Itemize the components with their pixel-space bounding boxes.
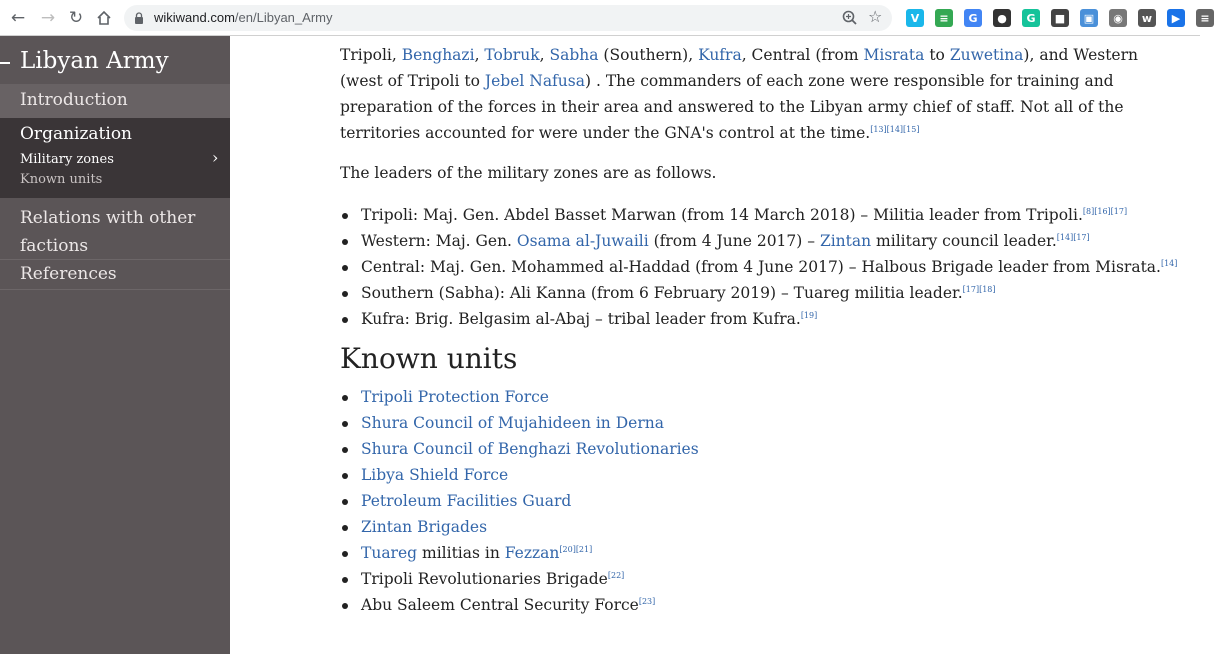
sidebar-item-introduction[interactable] (0, 84, 230, 118)
link-zintan[interactable]: Zintan (819, 232, 872, 250)
link-zuwetina[interactable]: Zuwetina (949, 46, 1024, 64)
list-item (340, 202, 1170, 228)
chevron-right-icon[interactable]: › (212, 148, 219, 167)
text: militias in (417, 544, 505, 562)
list-item (340, 514, 1170, 540)
lock-icon (134, 12, 144, 24)
link-shura-council-benghazi[interactable]: Shura Council of Benghazi Revolutionaries (361, 440, 699, 458)
menu-ext-icon[interactable]: ≡ (1196, 9, 1214, 27)
citation-refs[interactable]: [14][17] (1056, 233, 1090, 242)
sidebar-item-references[interactable] (0, 260, 230, 290)
text: Western: Maj. Gen. (361, 232, 517, 250)
save-ext-icon[interactable]: ▣ (1080, 9, 1098, 27)
citation-refs[interactable]: [23] (638, 597, 656, 606)
sidebar-item-label: Organization (20, 124, 133, 144)
text: (Southern), (598, 46, 699, 64)
link-tripoli-protection-force[interactable]: Tripoli Protection Force (361, 388, 549, 406)
link-fezzan[interactable]: Fezzan (504, 544, 560, 562)
text: to (924, 46, 950, 64)
list-item (340, 306, 1170, 332)
link-tuareg[interactable]: Tuareg (361, 544, 418, 562)
link-tobruk[interactable]: Tobruk (484, 46, 540, 64)
link-shura-council-derna[interactable]: Shura Council of Mujahideen in Derna (361, 414, 664, 432)
text: (from 4 June 2017) – (648, 232, 820, 250)
grammarly-icon[interactable]: G (1022, 9, 1040, 27)
sheets-icon[interactable]: ≡ (935, 9, 953, 27)
link-petroleum-facilities-guard[interactable]: Petroleum Facilities Guard (361, 492, 572, 510)
text: Tripoli Revolutionaries Brigade (361, 570, 608, 588)
sidebar-item-label: Relations with other factions (20, 208, 196, 256)
text: ) . The commanders of each zone were responsible for training and preparation of the forces in their area and answered to the Libyan army chief of staff. Not all of the territories accounted for were under the GNA's control at the time. (340, 72, 1124, 142)
url-path: /en/Libyan_Army (234, 10, 333, 25)
list-item (340, 488, 1170, 514)
wikiwand-ext-icon[interactable]: w (1138, 9, 1156, 27)
zones-paragraph (340, 42, 1170, 146)
section-heading-known-units: Known units (340, 342, 518, 375)
list-item (340, 592, 1170, 618)
article-content (230, 36, 1200, 654)
text: ), and Western (west of Tripoli to (340, 46, 1138, 90)
citation-refs[interactable]: [20][21] (559, 545, 593, 554)
text: , (539, 46, 550, 64)
sidebar-subitem-military-zones[interactable]: Military zones (20, 152, 114, 167)
text: Abu Saleem Central Security Force (361, 596, 639, 614)
link-benghazi[interactable]: Benghazi (401, 46, 475, 64)
sidebar-item-label: Introduction (20, 90, 128, 110)
sidebar-item-relations[interactable] (0, 198, 230, 260)
link-zintan-brigades[interactable]: Zintan Brigades (361, 518, 488, 536)
text: , (474, 46, 485, 64)
address-bar[interactable] (124, 5, 892, 31)
link-sabha[interactable]: Sabha (549, 46, 599, 64)
list-item (340, 540, 1170, 566)
units-list (340, 384, 1170, 618)
text: Kufra: Brig. Belgasim al-Abaj – tribal leader from Kufra. (361, 310, 801, 328)
list-item (340, 566, 1170, 592)
text: Southern (Sabha): Ali Kanna (from 6 February 2019) – Tuareg militia leader. (361, 284, 963, 302)
citation-refs[interactable]: [8][16][17] (1082, 207, 1128, 216)
citation-refs[interactable]: [13][14][15] (870, 125, 920, 134)
text: Tripoli, (340, 46, 402, 64)
home-icon[interactable] (92, 6, 116, 30)
list-item (340, 410, 1170, 436)
text: Tripoli: Maj. Gen. Abdel Basset Marwan (from 14 March 2018) – Militia leader from Tripoli. (361, 206, 1083, 224)
link-libya-shield-force[interactable]: Libya Shield Force (361, 466, 509, 484)
link-jebel-nafusa[interactable]: Jebel Nafusa (484, 72, 585, 90)
shield-ext-icon[interactable]: ● (993, 9, 1011, 27)
camera-ext-icon[interactable]: ■ (1051, 9, 1069, 27)
vimeo-icon[interactable]: V (906, 9, 924, 27)
sidebar-item-organization[interactable] (0, 118, 230, 198)
leaders-intro: The leaders of the military zones are as follows. (340, 164, 717, 182)
text: , Central (from (741, 46, 864, 64)
text: Central: Maj. Gen. Mohammed al-Haddad (from 4 June 2017) – Halbous Brigade leader from Misrata. (361, 258, 1161, 276)
zoom-icon[interactable] (840, 8, 860, 28)
menu-bars-icon[interactable] (0, 62, 10, 67)
list-item (340, 254, 1178, 280)
list-item (340, 280, 1170, 306)
list-item (340, 436, 1170, 462)
browser-toolbar (0, 0, 1210, 36)
bookmark-star-icon[interactable]: ☆ (868, 7, 883, 26)
back-arrow-icon[interactable]: ← (10, 7, 26, 28)
play-ext-icon[interactable]: ▶ (1167, 9, 1185, 27)
forward-arrow-icon[interactable]: → (40, 7, 56, 28)
screenshot-icon[interactable]: ◉ (1109, 9, 1127, 27)
article-title: Libyan Army (20, 48, 169, 74)
url-text[interactable] (154, 10, 332, 25)
sidebar-item-label: References (20, 264, 117, 284)
citation-refs[interactable]: [22] (607, 571, 625, 580)
text: military council leader. (871, 232, 1057, 250)
translate-icon[interactable]: G (964, 9, 982, 27)
sidebar-title[interactable] (0, 46, 230, 86)
sidebar (0, 36, 230, 654)
list-item (340, 462, 1170, 488)
leaders-list (340, 202, 1178, 332)
list-item (340, 384, 1170, 410)
citation-refs[interactable]: [14] (1160, 259, 1178, 268)
citation-refs[interactable]: [19] (800, 311, 818, 320)
list-item (340, 228, 1170, 254)
link-osama-al-juwaili[interactable]: Osama al-Juwaili (516, 232, 649, 250)
link-misrata[interactable]: Misrata (863, 46, 925, 64)
citation-refs[interactable]: [17][18] (962, 285, 996, 294)
link-kufra[interactable]: Kufra (698, 46, 742, 64)
sidebar-subitem-known-units[interactable]: Known units (20, 172, 103, 187)
reload-icon[interactable]: ↻ (68, 7, 84, 28)
url-host: wikiwand.com (154, 10, 235, 25)
